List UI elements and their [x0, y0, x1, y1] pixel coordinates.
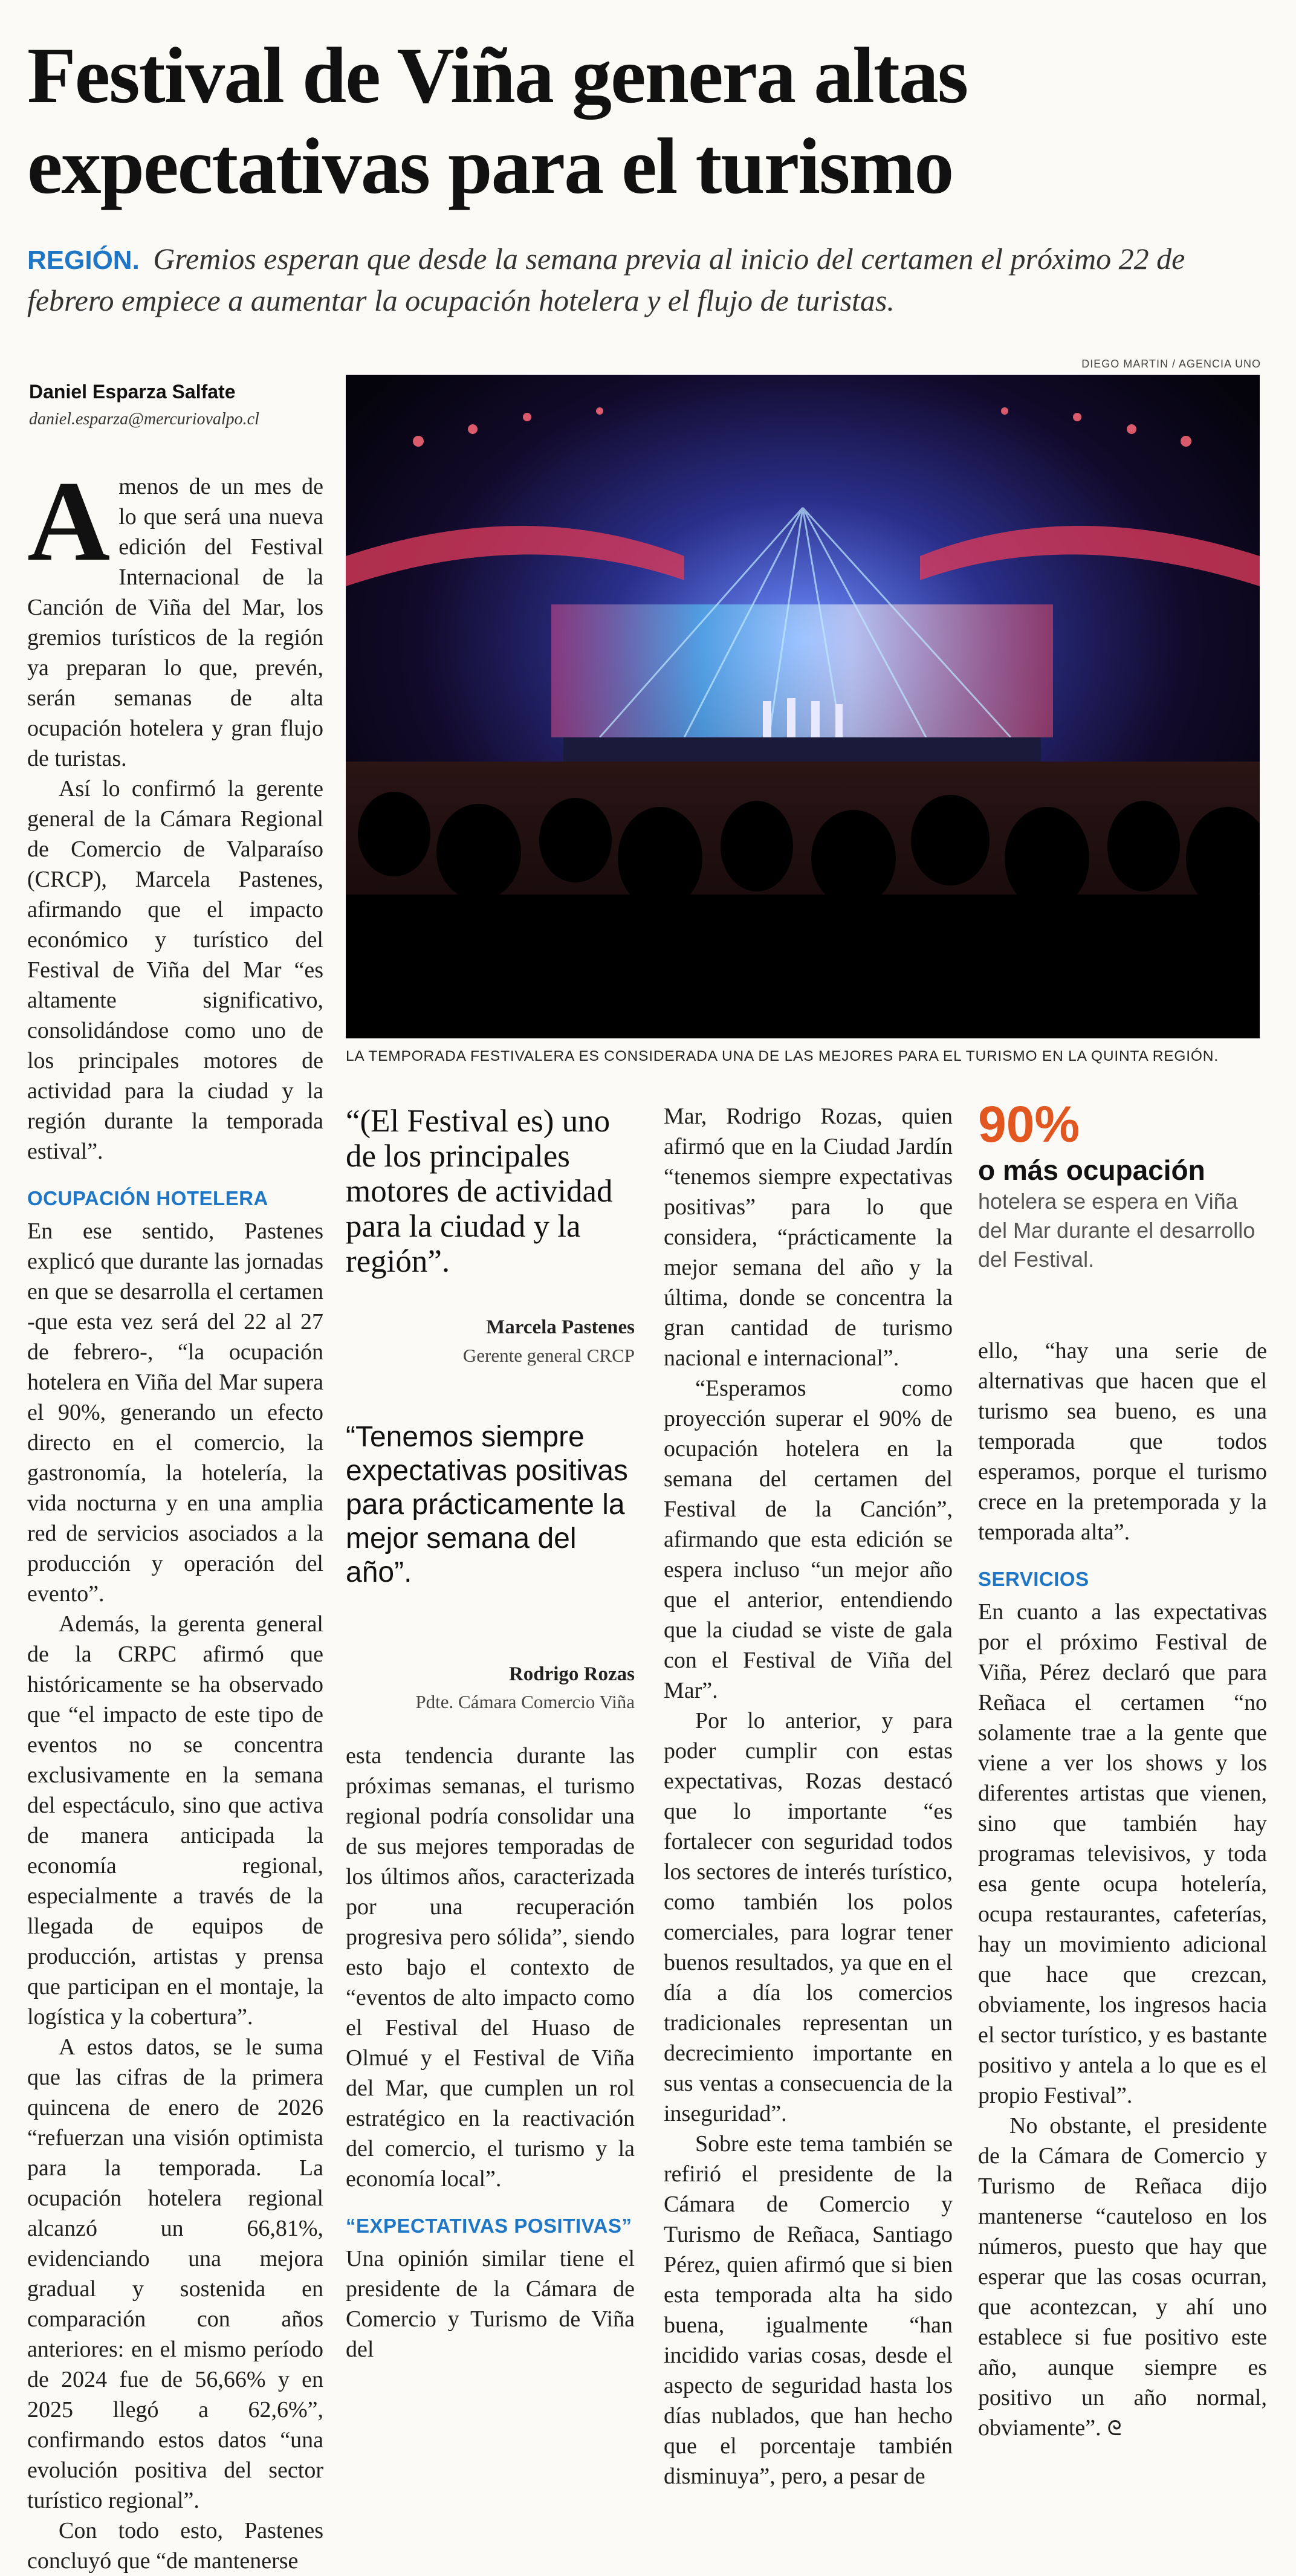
paragraph: Sobre este tema también se refirió el presidente de la Cámara de Comercio y Turismo de Reñaca, Santiago Pérez, quien afirmó que si bien esta temporada alta ha sido buena, igualmente “han incidido varias cosas, desde el aspecto de seguridad hasta los días nublados, que han hecho que el porcentaje también disminuya”, pero, a pesar de	[664, 2131, 953, 2489]
end-mark-icon: ᘓ	[1107, 2418, 1122, 2440]
headline	[27, 30, 1272, 212]
author-name: Daniel Esparza Salfate	[29, 381, 236, 403]
quote-1-name: Marcela Pastenes	[486, 1316, 635, 1338]
festival-stage-photo	[346, 375, 1260, 1038]
subhead-ocupacion: OCUPACIÓN HOTELERA	[27, 1187, 268, 1209]
paragraph: ello, “hay una serie de alternativas que hacen que el turismo sea bueno, es una temporada que todos esperamos, porque el turismo crece en la pretemporada y la temporada alta”.	[978, 1338, 1267, 1545]
pull-quote-1: “(El Festival es) uno de los principales motores de actividad para la ciudad y la región”.	[346, 1104, 613, 1279]
paragraph: Con todo esto, Pastenes concluyó que “de mantenerse	[27, 2518, 323, 2574]
quote-2-name: Rodrigo Rozas	[508, 1663, 635, 1685]
photo-credit: DIEGO MARTIN / AGENCIA UNO	[1081, 358, 1261, 370]
quote-2-role: Pdte. Cámara Comercio Viña	[415, 1691, 635, 1712]
paragraph: “Esperamos como proyección superar el 90% de ocupación hotelera en la semana del certamen del Festival de la Canción”, afirmando que esta edición se espera incluso “un mejor año que el anterior, entendiendo que la ciudad se viste de gala con el Festival de Viña del Mar”.	[664, 1376, 953, 1703]
stat-text: hotelera se espera en Viña del Mar durante el desarrollo del Festival.	[978, 1189, 1256, 1272]
pull-quote-2: “Tenemos siempre expectativas positivas para prácticamente la mejor semana del año”.	[346, 1421, 628, 1588]
paragraph: esta tendencia durante las próximas semanas, el turismo regional podría consolidar una de sus mejores temporadas de los últimos años, caracterizada por una recuperación progresiva pero sólida”, siendo esto bajo el contexto de “eventos de alto impacto como el Festival del Huaso de Olmué y el Festival de Viña del Mar, que cumplen un rol estratégico en la reactivación del comercio, el turismo y la economía local”.	[346, 1743, 635, 2192]
column-3	[664, 1101, 953, 2491]
photo-caption: LA TEMPORADA FESTIVALERA ES CONSIDERADA UNA DE LAS MEJORES PARA EL TURISMO EN LA QUINTA REGIÓN.	[346, 1048, 1219, 1064]
headline-line-2: expectativas para el turismo	[27, 121, 953, 210]
quote-1-role: Gerente general CRCP	[462, 1345, 635, 1366]
paragraph: Por lo anterior, y para poder cumplir con estas expectativas, Rozas destacó que lo importante “es fortalecer con seguridad todos los sectores de interés turístico, como también los polos comerciales, para lograr tener buenos resultados, ya que en el día a día los comercios tradicionales representan un decrecimiento importante en sus ventas a consecuencia de la inseguridad”.	[664, 1708, 953, 2126]
stage-photo-illustration	[346, 375, 1260, 1038]
paragraph: Una opinión similar tiene el presidente de la Cámara de Comercio y Turismo de Viña del	[346, 2246, 635, 2362]
author-email[interactable]: daniel.esparza@mercuriovalpo.cl	[29, 410, 259, 429]
stat-description	[978, 1156, 1267, 1274]
paragraph: En ese sentido, Pastenes explicó que durante las jornadas en que se desarrolla el certamen -que esta vez será del 22 al 27 de febrero-, “la ocupación hotelera en Viña del Mar supera el 90%, generando un efecto directo en el comercio, la gastronomía, la hotelería, la vida nocturna y en una amplia red de servicios asociados a la producción y operación del evento”.	[27, 1218, 323, 1607]
subhead-expectativas: “EXPECTATIVAS POSITIVAS”	[346, 2215, 632, 2237]
final-text: No obstante, el presidente de la Cámara de Comercio y Turismo de Reñaca dijo mantenerse “cauteloso en los números, puesto que hay que esperar que las cosas ocurran, que acontezcan, y ahí uno establece si fue positivo este año, aunque siempre es positivo un año normal, obviamente”.	[978, 2113, 1267, 2441]
column-2	[346, 1741, 635, 2364]
deck-text: Gremios esperan que desde la semana previa al inicio del certamen el próximo 22 de febrero empiece a aumentar la ocupación hotelera y el flujo de turistas.	[27, 242, 1185, 317]
deck-kicker: REGIÓN.	[27, 245, 140, 275]
paragraph: Además, la gerenta general de la CRPC afirmó que históricamente se ha observado que “el impacto de este tipo de eventos no se concentra exclusivamente en la semana del espectáculo, sino que activa de manera anticipada la economía regional, especialmente a través de la llegada de equipos de producción, artistas y prensa que participan en el montaje, la logística y la cobertura”.	[27, 1611, 323, 2030]
paragraph	[978, 2111, 1267, 2444]
subhead-servicios: SERVICIOS	[978, 1568, 1089, 1590]
paragraph: Así lo confirmó la gerente general de la Cámara Regional de Comercio de Valparaíso (CRCP), Marcela Pastenes, afirmando que el impacto económico y turístico del Festival de Viña del Mar “es altamente significativo, consolidándose como uno de los principales motores de actividad para la ciudad y la región durante la temporada estival”.	[27, 776, 323, 1164]
lead-text: menos de un mes de lo que será una nueva edición del Festival Internacional de la Canción de Viña del Mar, los gremios turísticos de la región ya preparan lo que, prevén, serán semanas de alta ocupación hotelera y gran flujo de turistas.	[27, 474, 323, 771]
paragraph: Mar, Rodrigo Rozas, quien afirmó que en la Ciudad Jardín “tenemos siempre expectativas positivas” para lo que considera, “prácticamente la mejor semana del año y la última, donde se concentra la gran cantidad de turismo nacional e internacional”.	[664, 1104, 953, 1371]
headline-line-1: Festival de Viña genera altas	[27, 31, 968, 120]
column-4	[978, 1336, 1267, 2444]
stat-number: 90%	[978, 1096, 1080, 1153]
stat-bold: o más ocupación	[978, 1154, 1205, 1186]
paragraph: A estos datos, se le suma que las cifras de la primera quincena de enero de 2026 “refuerzan una visión optimista para la temporada. La ocupación hotelera regional alcanzó un 66,81%, evidenciando una mejora gradual y sostenida en comparación con años anteriores: en el mismo período de 2024 fue de 56,66% y en 2025 llegó a 62,6%”, confirmando estos datos “una evolución positiva del sector turístico regional”.	[27, 2034, 323, 2513]
column-1	[27, 458, 323, 2576]
lead-paragraph	[27, 458, 323, 774]
paragraph: En cuanto a las expectativas por el próximo Festival de Viña, Pérez declaró que para Reñaca el certamen “no solamente trae a la gente que viene a ver los shows y los diferentes artistas que vienen, sino que también hay programas televisivos, y toda esa gente ocupa hotelería, ocupa restaurantes, cafeterías, hay un movimiento adicional que hace que crezcan, obviamente, los ingresos hacia el sector turístico, y es bastante positivo y antela a lo que es el propio Festival”.	[978, 1599, 1267, 2108]
deck	[27, 239, 1272, 320]
dropcap: A	[27, 458, 111, 585]
